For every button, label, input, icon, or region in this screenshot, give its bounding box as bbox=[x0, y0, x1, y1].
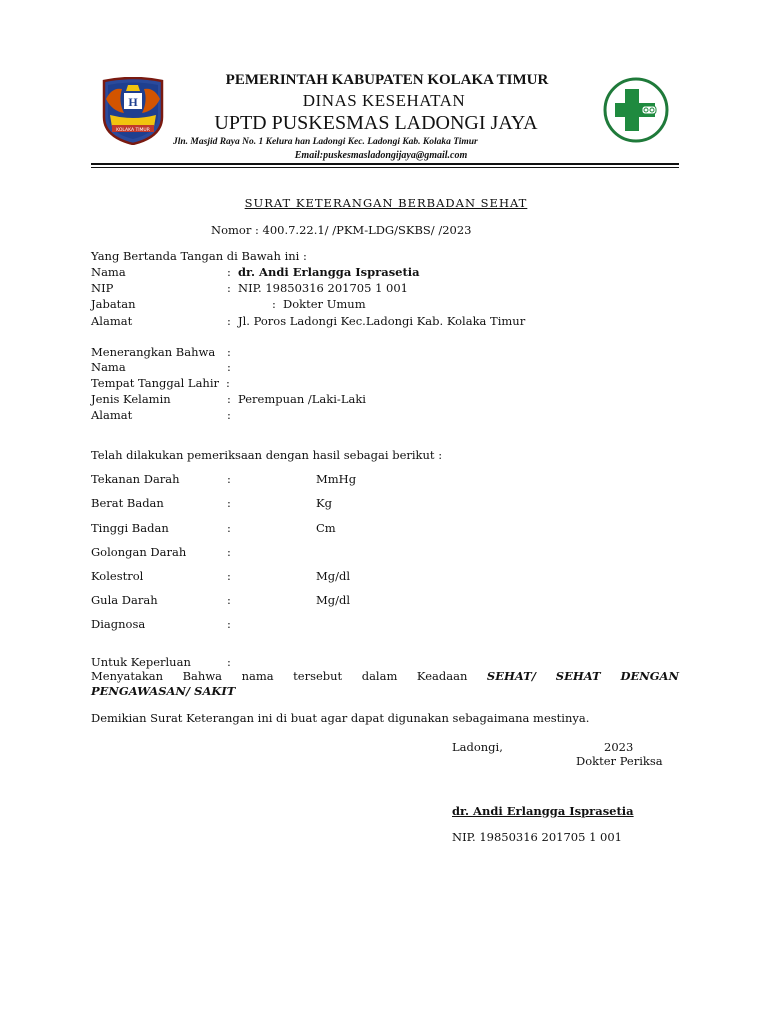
signer-address-label: Alamat bbox=[91, 314, 133, 328]
colon: : bbox=[227, 265, 231, 279]
colon: : bbox=[227, 408, 231, 422]
exam-row-label: Gula Darah bbox=[91, 593, 158, 607]
colon: : bbox=[227, 545, 231, 559]
document-title: SURAT KETERANGAN BERBADAN SEHAT bbox=[244, 196, 528, 210]
signer-position-label: Jabatan bbox=[91, 297, 136, 311]
signature-role: Dokter Periksa bbox=[576, 754, 663, 768]
subject-gender-label: Jenis Kelamin bbox=[91, 392, 171, 406]
signer-address-value: Jl. Poros Ladongi Kec.Ladongi Kab. Kolaka Timur bbox=[238, 314, 526, 328]
signature-place: Ladongi, bbox=[452, 740, 503, 754]
colon: : bbox=[227, 281, 231, 295]
letterhead-address: Jln. Masjid Raya No. 1 Kelura han Ladongi Kec. Ladongi Kab. Kolaka Timur bbox=[173, 137, 478, 147]
colon: : bbox=[227, 472, 231, 486]
letterhead-institution: UPTD PUSKESMAS LADONGI JAYA bbox=[214, 112, 538, 134]
health-statement-line1 bbox=[91, 669, 679, 683]
letterhead-rule-thick bbox=[91, 163, 679, 165]
signature-name: dr. Andi Erlangga Isprasetia bbox=[452, 804, 634, 818]
letterhead-email: Email:puskesmasladongijaya@gmail.com bbox=[294, 150, 468, 161]
exam-row-label: Kolestrol bbox=[91, 569, 144, 583]
colon: : bbox=[227, 360, 231, 374]
logo-letter: H bbox=[128, 95, 138, 109]
exam-intro: Telah dilakukan pemeriksaan dengan hasil sebagai berikut : bbox=[91, 448, 443, 462]
signer-nip-label: NIP bbox=[91, 281, 114, 295]
signer-name-value: dr. Andi Erlangga Isprasetia bbox=[238, 265, 420, 279]
purpose-label: Untuk Keperluan bbox=[91, 655, 191, 669]
closing-statement: Demikian Surat Keterangan ini di buat agar dapat digunakan sebagaimana mestinya. bbox=[91, 711, 590, 725]
colon: : bbox=[226, 376, 230, 390]
subject-address-label: Alamat bbox=[91, 408, 133, 422]
exam-row-label: Diagnosa bbox=[91, 617, 146, 631]
signature-year: 2023 bbox=[604, 740, 634, 754]
colon: : bbox=[227, 345, 231, 359]
health-status-options-cont: PENGAWASAN/ SAKIT bbox=[91, 684, 236, 698]
health-status-options: SEHAT/ SEHAT DENGAN bbox=[486, 669, 679, 683]
exam-row-unit: MmHg bbox=[316, 472, 357, 486]
colon: : bbox=[227, 655, 231, 669]
health-statement-prefix: Menyatakan Bahwa nama tersebut dalam Keadaan bbox=[91, 669, 487, 683]
logo-banner-text: KOLAKA TIMUR bbox=[116, 128, 150, 133]
colon: : bbox=[272, 297, 276, 311]
exam-row-unit: Mg/dl bbox=[316, 569, 351, 583]
colon: : bbox=[227, 569, 231, 583]
colon: : bbox=[227, 521, 231, 535]
subject-intro-label: Menerangkan Bahwa bbox=[91, 345, 216, 359]
signer-nip-value: NIP. 19850316 201705 1 001 bbox=[238, 281, 408, 295]
letterhead-rule-thin bbox=[91, 167, 679, 168]
signer-position-value: Dokter Umum bbox=[283, 297, 366, 311]
colon: : bbox=[227, 496, 231, 510]
subject-birth-label: Tempat Tanggal Lahir bbox=[91, 376, 220, 390]
signer-intro: Yang Bertanda Tangan di Bawah ini : bbox=[91, 249, 307, 263]
colon: : bbox=[227, 617, 231, 631]
exam-row-unit: Cm bbox=[316, 521, 336, 535]
letterhead-department: DINAS KESEHATAN bbox=[302, 91, 466, 110]
exam-row-label: Tinggi Badan bbox=[91, 521, 169, 535]
exam-row-label: Berat Badan bbox=[91, 496, 164, 510]
colon: : bbox=[227, 314, 231, 328]
letterhead-government: PEMERINTAH KABUPATEN KOLAKA TIMUR bbox=[225, 72, 549, 88]
exam-row-unit: Mg/dl bbox=[316, 593, 351, 607]
subject-name-label: Nama bbox=[91, 360, 126, 374]
signer-name-label: Nama bbox=[91, 265, 126, 279]
subject-gender-value: Perempuan /Laki-Laki bbox=[238, 392, 366, 406]
signature-nip: NIP. 19850316 201705 1 001 bbox=[452, 830, 622, 844]
exam-row-label: Golongan Darah bbox=[91, 545, 187, 559]
document-number: Nomor : 400.7.22.1/ /PKM-LDG/SKBS/ /2023 bbox=[211, 223, 472, 237]
colon: : bbox=[227, 593, 231, 607]
colon: : bbox=[227, 392, 231, 406]
exam-row-label: Tekanan Darah bbox=[91, 472, 180, 486]
exam-row-unit: Kg bbox=[316, 496, 332, 510]
